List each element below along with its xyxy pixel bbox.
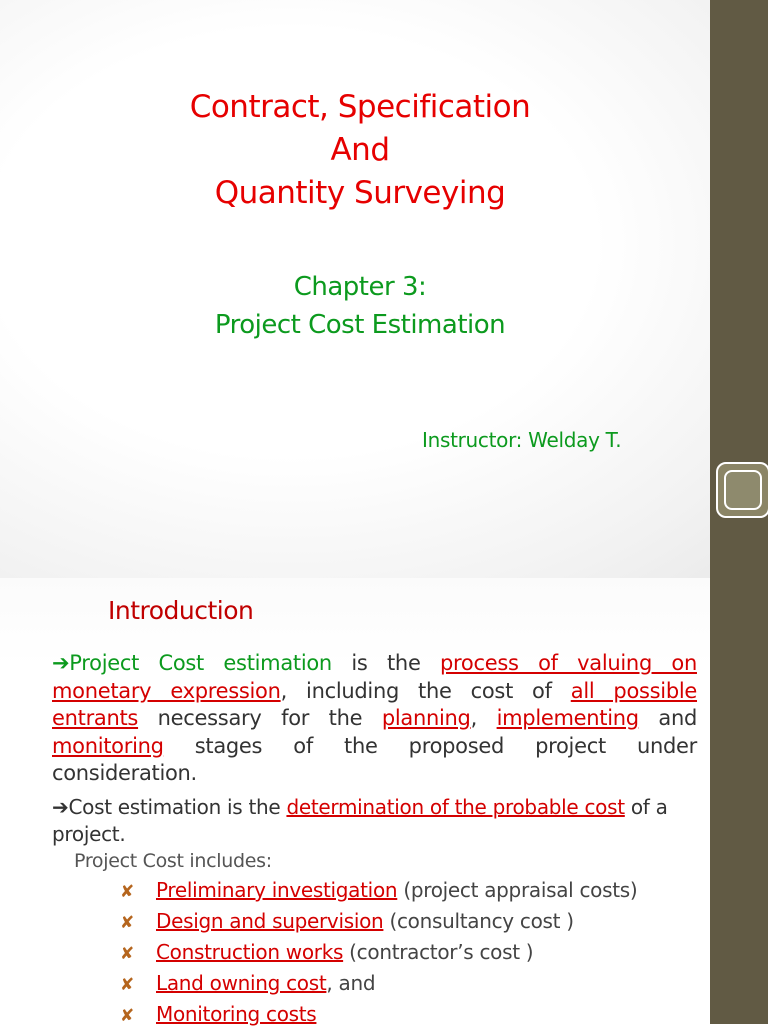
item-term: Monitoring costs [156, 1002, 317, 1026]
highlight-text: process of valuing on monetary expression [52, 651, 697, 703]
arrow-icon: ➔ [52, 651, 70, 675]
item-detail: (project appraisal costs) [397, 878, 638, 902]
body-text: necessary for the [138, 706, 382, 730]
list-item [120, 940, 637, 971]
x-bullet-icon: ✘ [120, 975, 134, 995]
paragraph-definition [52, 650, 697, 788]
list-item [120, 1002, 637, 1033]
list-item [120, 971, 637, 1002]
section-heading: Introduction [108, 596, 254, 625]
sidebar-band [710, 578, 768, 1024]
title-line: Quantity Surveying [214, 175, 506, 211]
arrow-icon: ➔ [52, 795, 69, 819]
highlight-text: determination of the probable cost [286, 795, 625, 819]
highlight-text: planning [381, 706, 471, 730]
paragraph-cost-estimation [52, 794, 697, 848]
slide-title [110, 86, 610, 215]
item-term: Land owning cost [156, 971, 327, 995]
body-text: stages of the proposed project under consideration. [52, 733, 697, 785]
body-text: Cost estimation is the [68, 795, 287, 819]
slide-tab-icon[interactable] [716, 462, 768, 518]
x-bullet-icon: ✘ [120, 944, 134, 964]
x-bullet-icon: ✘ [120, 882, 134, 902]
body-text: and [638, 706, 697, 730]
item-term: Preliminary investigation [156, 878, 398, 902]
body-text: is the [331, 651, 441, 675]
highlight-text: implementing [496, 706, 639, 730]
x-bullet-icon: ✘ [120, 913, 134, 933]
item-detail: (consultancy cost ) [383, 909, 574, 933]
sidebar-band [710, 0, 768, 578]
title-line: And [330, 132, 390, 168]
chapter-line: Chapter 3: [293, 272, 427, 302]
includes-label: Project Cost includes: [74, 850, 272, 872]
chapter-title [110, 268, 610, 344]
highlight-text: all possible entrants [52, 678, 698, 730]
highlight-text: monitoring [52, 733, 164, 758]
instructor-name: Instructor: Welday T. [422, 428, 622, 452]
item-detail: , and [326, 971, 376, 995]
list-item [120, 878, 637, 909]
body-text: , [470, 706, 497, 730]
x-bullet-icon: ✘ [120, 1006, 134, 1026]
item-term: Design and supervision [156, 909, 384, 933]
item-term: Construction works [156, 940, 344, 964]
body-text: of a project. [52, 795, 668, 846]
chapter-line: Project Cost Estimation [214, 310, 506, 340]
body-text: , including the cost of [280, 678, 571, 703]
cost-items-list [120, 878, 637, 1033]
list-item [120, 909, 637, 940]
item-detail: (contractor’s cost ) [343, 940, 534, 964]
term-text: Project Cost estimation [69, 651, 332, 675]
title-line: Contract, Specification [189, 89, 531, 125]
